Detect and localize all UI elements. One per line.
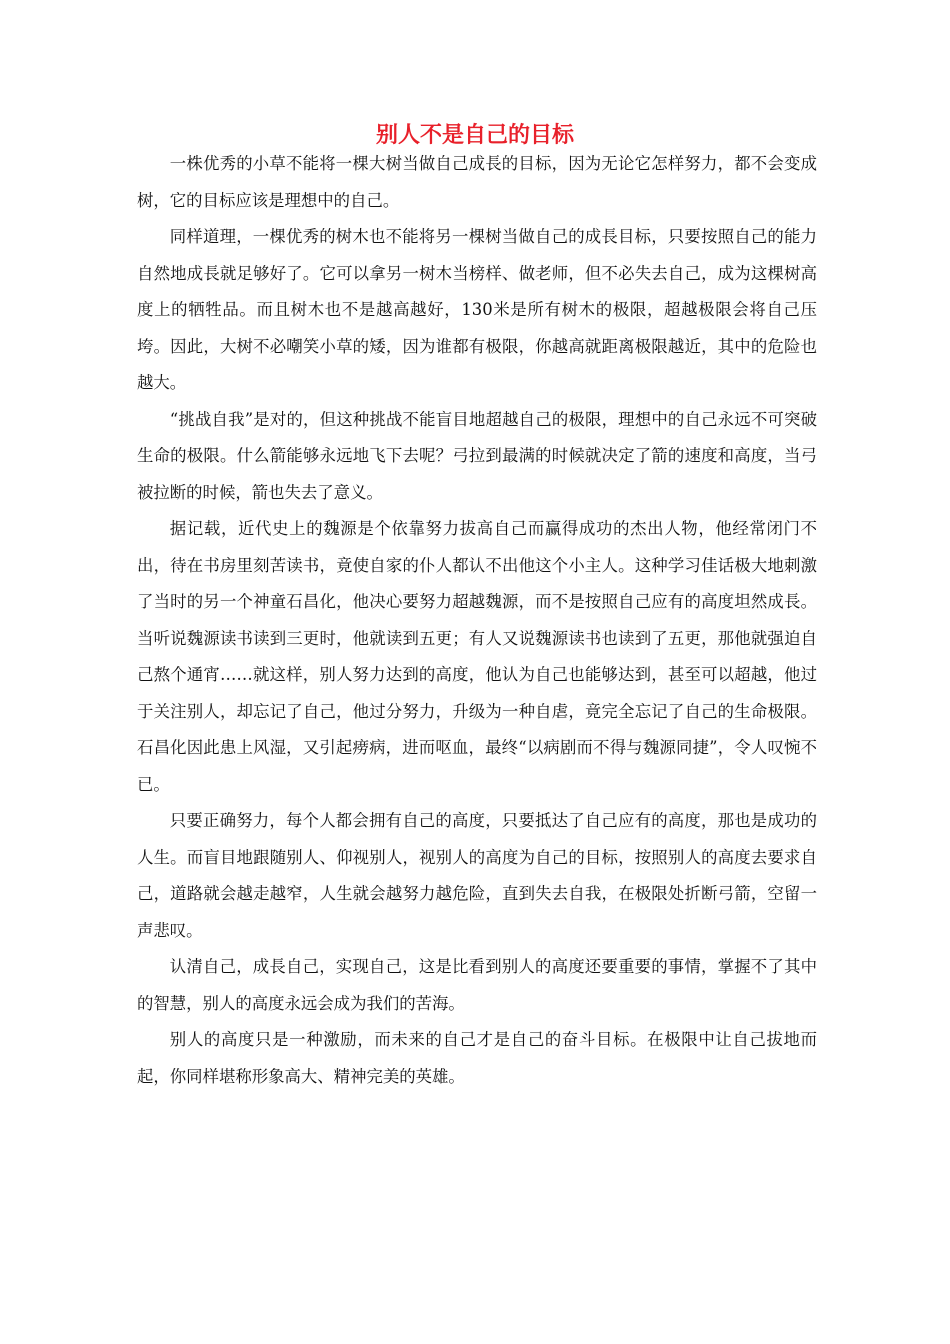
paragraph: “挑战自我”是对的，但这种挑战不能盲目地超越自己的极限，理想中的自己永远不可突破生命的极限。什么箭能够永远地飞下去呢？弓拉到最满的时候就决定了箭的速度和高度，当弓被拉断的时候，箭也失去了意义。 xyxy=(137,409,817,502)
paragraph: 一株优秀的小草不能将一棵大树当做自己成長的目标，因为无论它怎样努力，都不会变成树，它的目标应该是理想中的自己。 xyxy=(137,154,817,210)
document-body xyxy=(137,146,817,1095)
document-title: 别人不是自己的目标 xyxy=(375,122,574,148)
paragraph: 只要正确努力，每个人都会拥有自己的高度，只要抵达了自己应有的高度，那也是成功的人生。而盲目地跟随别人、仰视别人，视别人的高度为自己的目标，按照别人的高度去要求自己，道路就会越走越窄，人生就会越努力越危险，直到失去自我，在极限处折断弓箭，空留一声悲叹。 xyxy=(137,811,817,940)
paragraph: 认清自己，成長自己，实现自己，这是比看到别人的高度还要重要的事情，掌握不了其中的智慧，别人的高度永远会成为我们的苦海。 xyxy=(137,957,817,1013)
paragraph: 同样道理，一棵优秀的树木也不能将另一棵树当做自己的成長目标，只要按照自己的能力自然地成長就足够好了。它可以拿另一树木当榜样、做老师，但不必失去自己，成为这棵树高度上的牺牲品。而且树木也不是越高越好，130米是所有树木的极限，超越极限会将自己压垮。因此，大树不必嘲笑小草的矮，因为谁都有极限，你越高就距离极限越近，其中的危险也越大。 xyxy=(137,227,817,392)
paragraph: 据记载，近代史上的魏源是个依靠努力拔高自己而赢得成功的杰出人物，他经常闭门不出，待在书房里刻苦读书，竟使自家的仆人都认不出他这个小主人。这种学习佳话极大地刺激了当时的另一个神童石昌化，他决心要努力超越魏源，而不是按照自己应有的高度坦然成長。当听说魏源读书读到三更时，他就读到五更；有人又说魏源读书也读到了五更，那他就强迫自己熬个通宵……就这样，别人努力达到的高度，他认为自己也能够达到，甚至可以超越，他过于关注别人，却忘记了自己，他过分努力，升级为一种自虐，竟完全忘记了自己的生命极限。石昌化因此患上风湿，又引起痨病，进而呕血，最终“以病剧而不得与魏源同捷”，令人叹惋不已。 xyxy=(137,519,817,794)
paragraph: 别人的高度只是一种激励，而未来的自己才是自己的奋斗目标。在极限中让自己拔地而起，你同样堪称形象高大、精神完美的英雄。 xyxy=(137,1030,817,1086)
